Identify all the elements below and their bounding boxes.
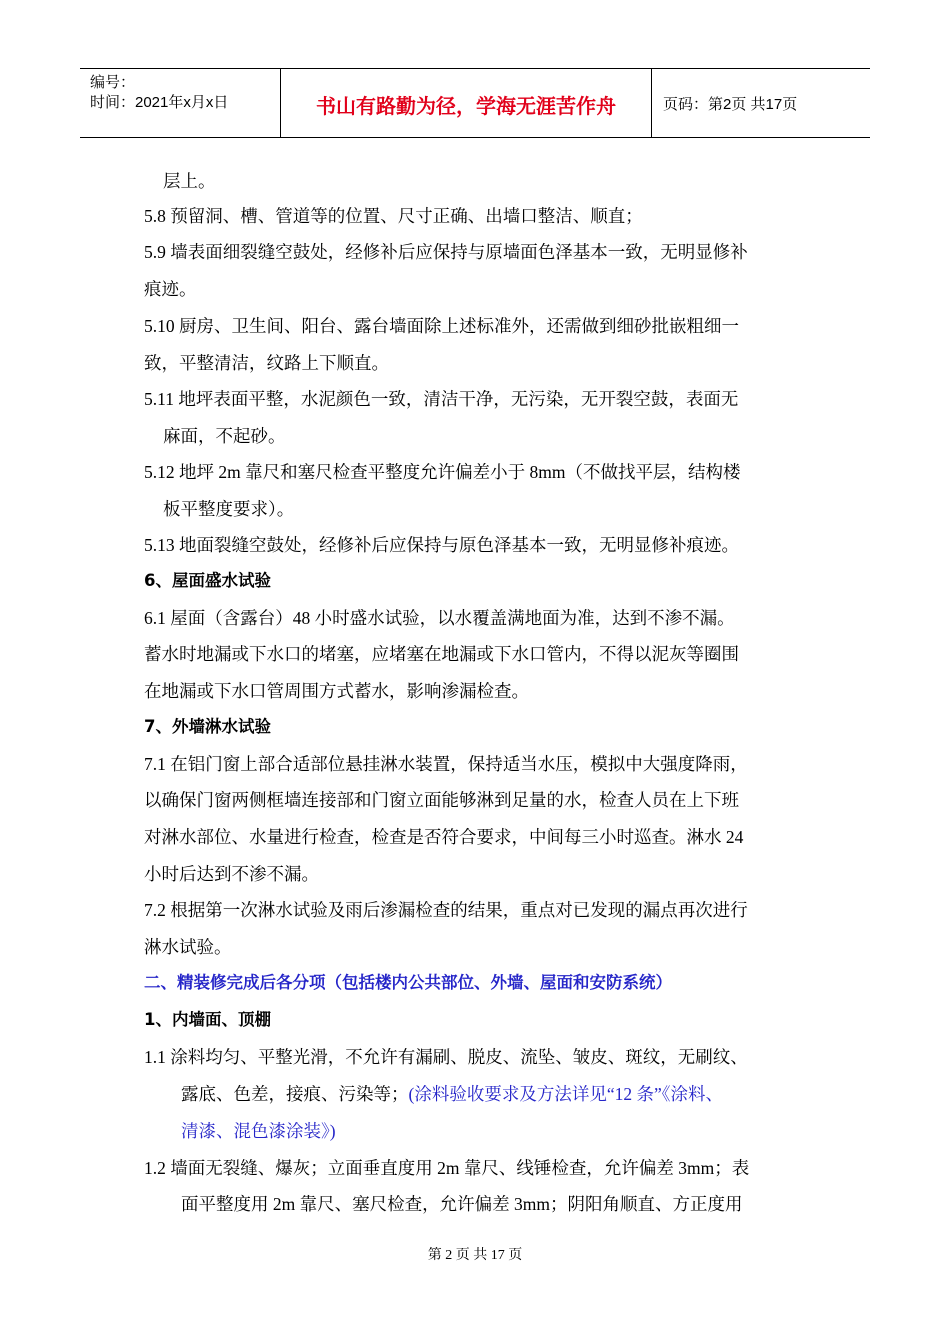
text-line: 5.11 地坪表面平整，水泥颜色一致，清洁干净，无污染，无开裂空鼓，表面无: [144, 389, 739, 409]
text-line: 致，平整清洁，纹路上下顺直。: [144, 353, 389, 373]
text-line: [181, 1082, 723, 1106]
text-line: 5.8 预留洞、槽、管道等的位置、尺寸正确、出墙口整洁、顺直；: [144, 206, 643, 226]
text-line: 蓄水时地漏或下水口的堵塞，应堵塞在地漏或下水口管内，不得以泥灰等圈围: [144, 644, 739, 664]
text-line: 7.1 在铝门窗上部合适部位悬挂淋水装置，保持适当水压，模拟中大强度降雨，: [144, 754, 748, 774]
text-line: 层上。: [163, 171, 216, 191]
text-line: 5.10 厨房、卫生间、阳台、露台墙面除上述标准外，还需做到细砂批嵌粗细一: [144, 316, 739, 336]
motto: 书山有路勤为径，学海无涯苦作舟: [316, 94, 616, 118]
header-motto-cell: [280, 69, 652, 137]
text-line: 面平整度用 2m 靠尺、塞尺检查，允许偏差 3mm；阴阳角顺直、方正度用: [181, 1194, 743, 1214]
text-fragment: 露底、色差，接痕、污染等；: [181, 1084, 409, 1104]
section-heading: 1、内墙面、顶棚: [144, 1010, 271, 1029]
text-line: 1.1 涂料均匀、平整光滑，不允许有漏刷、脱皮、流坠、皱皮、斑纹，无刷纹、: [144, 1047, 748, 1067]
page-info: 页码：第2页 共17页: [663, 96, 798, 113]
text-line: 在地漏或下水口管周围方式蓄水，影响渗漏检查。: [144, 681, 529, 701]
text-line: 麻面，不起砂。: [163, 426, 286, 446]
text-line: 5.13 地面裂缝空鼓处，经修补后应保持与原色泽基本一致，无明显修补痕迹。: [144, 535, 739, 555]
text-line: 5.12 地坪 2m 靠尺和塞尺检查平整度允许偏差小于 8mm（不做找平层，结构楼: [144, 462, 741, 482]
header-meta: [80, 69, 280, 137]
section-heading: 6、屋面盛水试验: [144, 571, 271, 590]
text-line: 淋水试验。: [144, 937, 232, 957]
reference-note: 清漆、混色漆涂装》): [181, 1121, 336, 1141]
text-line: 对淋水部位、水量进行检查，检查是否符合要求，中间每三小时巡查。淋水 24: [144, 827, 744, 847]
text-line: 以确保门窗两侧框墙连接部和门窗立面能够淋到足量的水，检查人员在上下班: [144, 790, 739, 810]
page-header: [80, 68, 870, 138]
text-line: 5.9 墙表面细裂缝空鼓处，经修补后应保持与原墙面色泽基本一致，无明显修补: [144, 242, 748, 262]
page-footer: 第 2 页 共 17 页: [427, 1248, 523, 1263]
text-line: 7.2 根据第一次淋水试验及雨后渗漏检查的结果，重点对已发现的漏点再次进行: [144, 900, 748, 920]
text-line: 6.1 屋面（含露台）48 小时盛水试验，以水覆盖满地面为准，达到不渗不漏。: [144, 608, 735, 628]
text-line: 板平整度要求）。: [163, 499, 295, 519]
reference-note: (涂料验收要求及方法详见“12 条”《涂料、: [408, 1084, 723, 1104]
code-label: 编号：: [90, 74, 136, 91]
text-line: 小时后达到不渗不漏。: [144, 864, 319, 884]
text-line: 痕迹。: [144, 279, 197, 299]
date-label: 时间：2021年x月x日: [90, 94, 229, 111]
chapter-heading: 二、精装修完成后各分项（包括楼内公共部位、外墙、屋面和安防系统）: [144, 973, 672, 992]
header-page-cell: [651, 69, 870, 137]
section-heading: 7、外墙淋水试验: [144, 717, 271, 736]
text-line: 1.2 墙面无裂缝、爆灰；立面垂直度用 2m 靠尺、线锤检查，允许偏差 3mm；表: [144, 1158, 750, 1178]
